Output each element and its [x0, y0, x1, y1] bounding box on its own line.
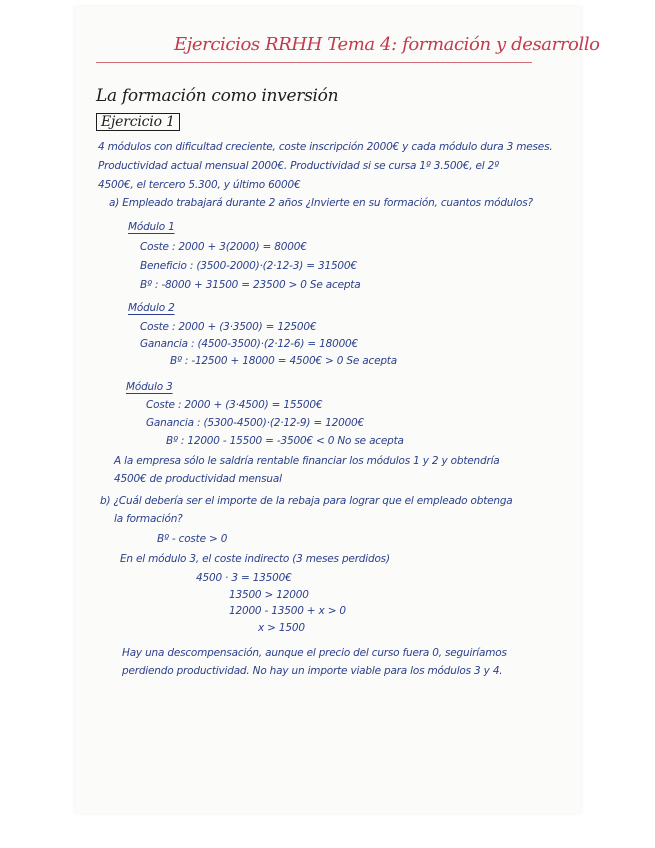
- conclusion-a-line-1: A la empresa sólo le saldría rentable financiar los módulos 1 y 2 y obtendría: [114, 455, 500, 467]
- modulo3-ganancia: Ganancia : (5300-4500)·(2·12-9) = 12000€: [146, 417, 365, 429]
- modulo2-ganancia: Ganancia : (4500-3500)·(2·12-6) = 18000€: [140, 338, 359, 350]
- formula-b: Bº - coste > 0: [157, 533, 228, 545]
- modulo3-coste: Coste : 2000 + (3·4500) = 15500€: [146, 399, 323, 411]
- modulo1-beneficio: Beneficio : (3500-2000)·(2·12-3) = 31500€: [140, 260, 357, 272]
- modulo2-resultado: Bº : -12500 + 18000 = 4500€ > 0 Se acepta: [170, 355, 397, 367]
- modulo2-heading: Módulo 2: [128, 302, 175, 314]
- question-b-line-2: la formación?: [114, 513, 183, 525]
- modulo1-resultado: Bº : -8000 + 31500 = 23500 > 0 Se acepta: [140, 279, 361, 291]
- exercise-label: Ejercicio 1: [96, 113, 180, 131]
- statement-line-2: Productividad actual mensual 2000€. Productividad si se cursa 1º 3.500€, el 2º: [98, 160, 499, 172]
- page-title: Ejercicios RRHH Tema 4: formación y desarrollo: [174, 34, 600, 55]
- conclusion-b-line-1: Hay una descompensación, aunque el precio del curso fuera 0, seguiríamos: [122, 647, 507, 659]
- calc-line-1: 4500 · 3 = 13500€: [196, 572, 292, 584]
- calc-line-4: x > 1500: [258, 622, 305, 634]
- modulo3-resultado: Bº : 12000 - 15500 = -3500€ < 0 No se acepta: [166, 435, 404, 447]
- calc-line-2: 13500 > 12000: [229, 589, 309, 601]
- statement-line-3: 4500€, el tercero 5.300, y último 6000€: [98, 179, 301, 191]
- conclusion-a-line-2: 4500€ de productividad mensual: [114, 473, 282, 485]
- modulo3-heading: Módulo 3: [126, 381, 173, 393]
- statement-line-1: 4 módulos con dificultad creciente, coste inscripción 2000€ y cada módulo dura 3 meses.: [98, 141, 553, 153]
- section-title: La formación como inversión: [96, 86, 339, 106]
- modulo1-coste: Coste : 2000 + 3(2000) = 8000€: [140, 241, 307, 253]
- title-underline: [96, 62, 532, 63]
- conclusion-b-line-2: perdiendo productividad. No hay un importe viable para los módulos 3 y 4.: [122, 665, 503, 677]
- modulo2-coste: Coste : 2000 + (3·3500) = 12500€: [140, 321, 317, 333]
- question-b-line-1: b) ¿Cuál debería ser el importe de la rebaja para lograr que el empleado obtenga: [100, 495, 513, 507]
- note-b: En el módulo 3, el coste indirecto (3 meses perdidos): [120, 553, 390, 565]
- modulo1-heading: Módulo 1: [128, 221, 175, 233]
- question-a: a) Empleado trabajará durante 2 años ¿Invierte en su formación, cuantos módulos?: [109, 197, 533, 209]
- calc-line-3: 12000 - 13500 + x > 0: [229, 605, 346, 617]
